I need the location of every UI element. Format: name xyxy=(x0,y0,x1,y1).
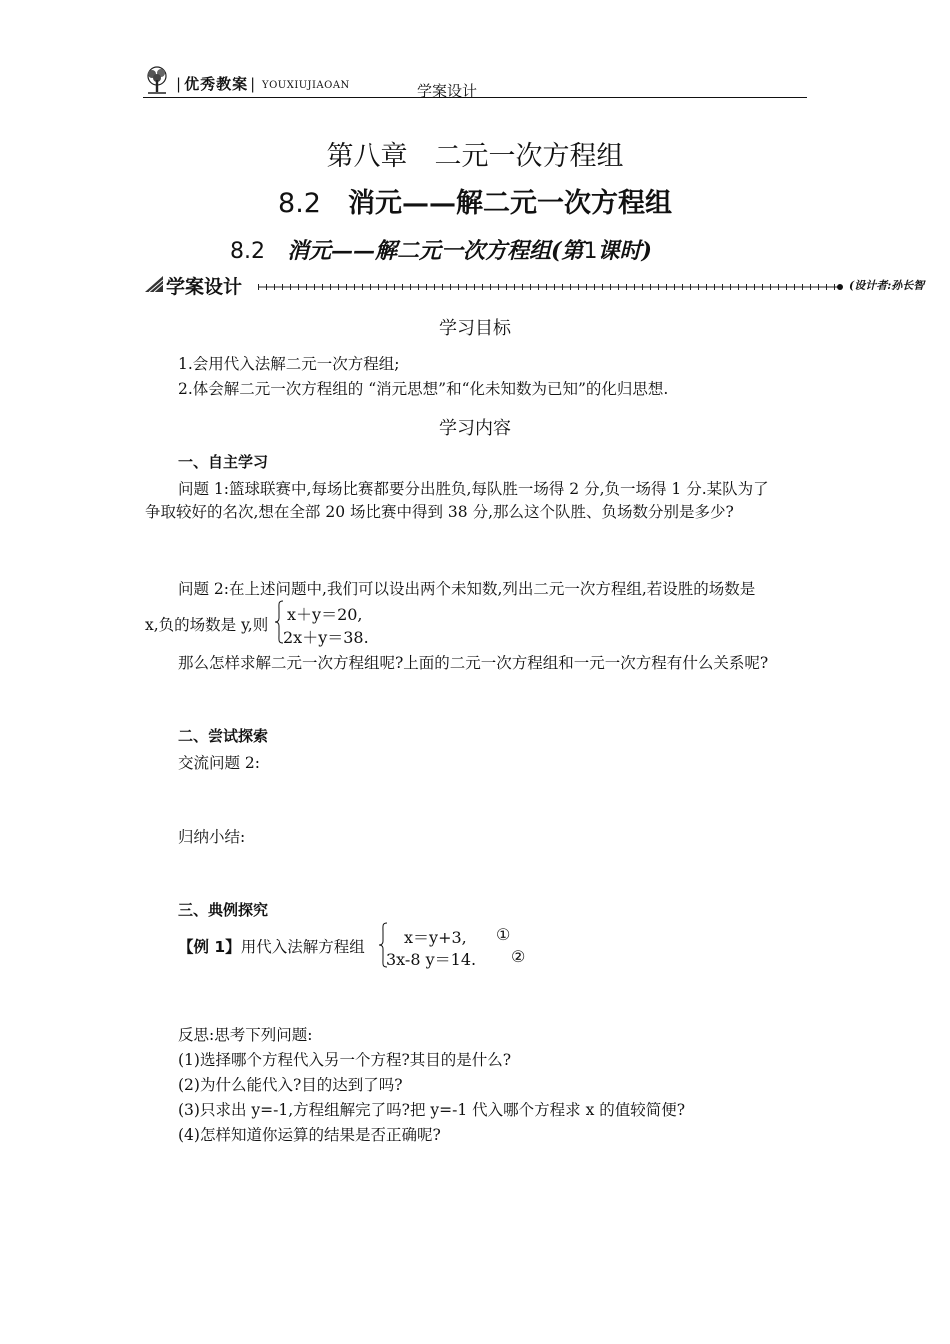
example-equation-2: 3x-8 y＝14. xyxy=(386,950,477,969)
reflection-heading: 反思:思考下列问题: xyxy=(178,1026,313,1044)
objective-item-1: 1.会用代入法解二元一次方程组; xyxy=(178,355,400,373)
content-heading: 学习内容 xyxy=(439,418,511,439)
equation-marker-1: ① xyxy=(496,925,511,944)
reflection-question-3: (3)只求出 y=-1,方程组解完了吗?把 y=-1 代入哪个方程求 x 的值较简便? xyxy=(178,1101,686,1119)
question-1-line-2: 争取较好的名次,想在全部 20 场比赛中得到 38 分,那么这个队胜、负场数分别是多少? xyxy=(145,503,734,521)
section-title: 8.2 消元——解二元一次方程组 xyxy=(278,188,672,219)
equation-marker-2: ② xyxy=(511,947,526,966)
objectives-heading: 学习目标 xyxy=(439,318,511,339)
question-1-line-1: 问题 1:篮球联赛中,每场比赛都要分出胜负,每队胜一场得 2 分,负一场得 1 分.某队为了 xyxy=(178,480,769,498)
part3-heading: 三、典例探究 xyxy=(178,901,269,919)
brand-name: | 优秀教案 | xyxy=(176,75,257,93)
reflection-question-1: (1)选择哪个方程代入另一个方程?其目的是什么? xyxy=(178,1051,512,1069)
part2-heading: 二、尝试探索 xyxy=(178,727,269,745)
header-rule xyxy=(143,97,807,98)
lesson-title: 8.2 消元——解二元一次方程组(第1课时) xyxy=(230,238,652,264)
example-equation-1: x＝y+3, xyxy=(404,928,467,947)
discuss-label: 交流问题 2: xyxy=(178,754,261,772)
reflection-question-4: (4)怎样知道你运算的结果是否正确呢? xyxy=(178,1126,441,1144)
example-1-label: 【例 1】用代入法解方程组 xyxy=(178,938,365,956)
reflection-question-2: (2)为什么能代入?目的达到了吗? xyxy=(178,1076,403,1094)
objective-item-2: 2.体会解二元一次方程组的 “消元思想”和“化未知数为已知”的化归思想. xyxy=(178,380,669,398)
tree-logo-icon xyxy=(143,66,171,96)
part1-heading: 一、自主学习 xyxy=(178,453,269,471)
question-2-line-1: 问题 2:在上述问题中,我们可以设出两个未知数,列出二元一次方程组,若设胜的场数是 xyxy=(178,580,756,598)
designer-credit: (设计者:孙长智 xyxy=(849,279,925,292)
chapter-title: 第八章 二元一次方程组 xyxy=(326,141,624,172)
question-2-line-2: x,负的场数是 y,则 xyxy=(145,616,269,634)
triangle-stripe-icon xyxy=(145,276,163,292)
banner-dotted-line xyxy=(258,283,844,291)
question-2-line-3: 那么怎样求解二元一次方程组呢?上面的二元一次方程组和一元一次方程有什么关系呢? xyxy=(178,654,769,672)
summary-label: 归纳小结: xyxy=(178,828,246,846)
brand-roman: YOUXIUJIAOAN xyxy=(262,80,350,91)
header-section-label: 学案设计 xyxy=(417,82,478,100)
banner-label: 学案设计 xyxy=(166,276,243,298)
system-equation-2: 2x＋y＝38. xyxy=(283,628,369,647)
system-equation-1: x＋y＝20, xyxy=(287,605,363,624)
